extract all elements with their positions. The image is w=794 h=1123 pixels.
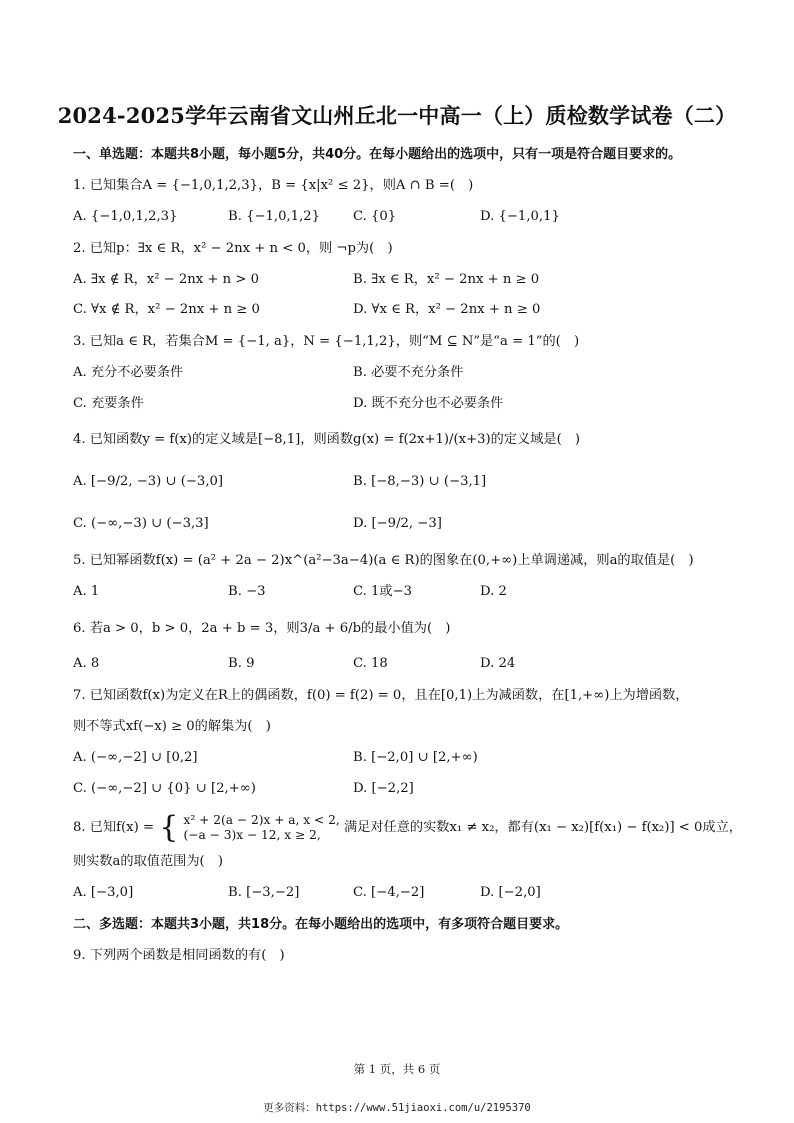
question-8-option-b[interactable]: B. [−3,−2] (228, 885, 300, 900)
question-8-prefix: 8. 已知f(x) = (73, 820, 154, 835)
question-6-option-d[interactable]: D. 24 (480, 656, 516, 671)
source-link[interactable]: 更多资料：https://www.51jiaoxi.com/u/2195370 (263, 1102, 531, 1114)
question-4-option-c[interactable]: C. (−∞,−3) ∪ (−3,3] (73, 516, 209, 531)
exam-title: 2024-2025学年云南省文山州丘北一中高一（上）质检数学试卷（二） (57, 103, 737, 128)
question-3-option-a[interactable]: A. 充分不必要条件 (73, 365, 184, 380)
piece-1: x² + 2(a − 2)x + a, x < 2, (183, 813, 340, 827)
question-5-stem: 5. 已知幂函数f(x) = (a² + 2a − 2)x^(a²−3a−4)(a ∈ R)的图象在(0,+∞)上单调递减，则a的取值是( ) (73, 553, 694, 568)
question-7-option-d[interactable]: D. [−2,2] (353, 781, 414, 796)
question-2-option-a[interactable]: A. ∃x ∉ R，x² − 2nx + n > 0 (73, 272, 259, 287)
question-8-stem-continued: 则实数a的取值范围为( ) (73, 854, 224, 869)
question-6-option-c[interactable]: C. 18 (353, 656, 388, 671)
piece-2: (−a − 3)x − 12, x ≥ 2, (183, 828, 321, 842)
question-7-stem: 7. 已知函数f(x)为定义在R上的偶函数，f(0) = f(2) = 0，且在[0,1)上为减函数，在[1,+∞)上为增函数， (73, 688, 689, 703)
question-5-option-b[interactable]: B. −3 (228, 584, 266, 599)
piecewise-function (184, 813, 340, 843)
question-8-option-a[interactable]: A. [−3,0] (73, 885, 134, 900)
question-5-option-c[interactable]: C. 1或−3 (353, 584, 413, 599)
question-2-option-c[interactable]: C. ∀x ∉ R，x² − 2nx + n ≥ 0 (73, 302, 260, 317)
question-1-stem: 1. 已知集合A = {−1,0,1,2,3}，B = {x|x² ≤ 2}，则A ∩ B =( ) (73, 178, 474, 193)
question-1-option-c[interactable]: C. {0} (353, 209, 397, 224)
piecewise-brace: { (159, 810, 179, 845)
question-2-option-d[interactable]: D. ∀x ∈ R，x² − 2nx + n ≥ 0 (353, 302, 541, 317)
question-4-option-d[interactable]: D. [−9/2, −3] (353, 516, 442, 531)
question-7-option-a[interactable]: A. (−∞,−2] ∪ [0,2] (73, 750, 198, 765)
question-7-option-c[interactable]: C. (−∞,−2] ∪ {0} ∪ [2,+∞) (73, 781, 256, 796)
section-single-choice: 一、单选题：本题共8小题，每小题5分，共40分。在每小题给出的选项中，只有一项是符合题目要求的。 (73, 147, 682, 162)
question-1-option-a[interactable]: A. {−1,0,1,2,3} (73, 209, 178, 224)
question-3-option-d[interactable]: D. 既不充分也不必要条件 (353, 396, 504, 411)
question-3-stem: 3. 已知a ∈ R，若集合M = {−1, a}，N = {−1,1,2}，则“M ⊆ N”是“a = 1”的( ) (73, 334, 580, 349)
question-7-stem-continued: 则不等式xf(−x) ≥ 0的解集为( ) (73, 719, 271, 734)
question-5-option-d[interactable]: D. 2 (480, 584, 507, 599)
question-1-option-b[interactable]: B. {−1,0,1,2} (228, 209, 321, 224)
question-2-option-b[interactable]: B. ∃x ∈ R，x² − 2nx + n ≥ 0 (353, 272, 540, 287)
question-6-option-b[interactable]: B. 9 (228, 656, 255, 671)
question-9-stem: 9. 下列两个函数是相同函数的有( ) (73, 948, 285, 963)
question-8-option-c[interactable]: C. [−4,−2] (353, 885, 425, 900)
question-3-option-c[interactable]: C. 充要条件 (73, 396, 144, 411)
question-6-option-a[interactable]: A. 8 (73, 656, 100, 671)
question-8-option-d[interactable]: D. [−2,0] (480, 885, 541, 900)
question-4-stem: 4. 已知函数y = f(x)的定义域是[−8,1]，则函数g(x) = f(2x+1)/(x+3)的定义域是( ) (73, 432, 581, 447)
question-2-stem: 2. 已知p：∃x ∈ R，x² − 2nx + n < 0，则 ¬p为( ) (73, 241, 393, 256)
question-6-stem: 6. 若a > 0，b > 0，2a + b = 3，则3/a + 6/b的最小值为( ) (73, 621, 451, 636)
question-3-option-b[interactable]: B. 必要不充分条件 (353, 365, 464, 380)
section-multiple-choice: 二、多选题：本题共3小题，共18分。在每小题给出的选项中，有多项符合题目要求。 (73, 917, 569, 932)
question-5-option-a[interactable]: A. 1 (73, 584, 100, 599)
question-4-option-b[interactable]: B. [−8,−3) ∪ (−3,1] (353, 474, 487, 489)
question-7-option-b[interactable]: B. [−2,0] ∪ [2,+∞) (353, 750, 478, 765)
question-8-suffix: 满足对任意的实数x₁ ≠ x₂，都有(x₁ − x₂)[f(x₁) − f(x₂)] < 0成立， (343, 820, 742, 835)
question-4-option-a[interactable]: A. [−9/2, −3) ∪ (−3,0] (73, 474, 224, 489)
question-8-stem (73, 810, 742, 845)
page-footer: 第 1 页，共 6 页 (353, 1062, 441, 1076)
question-1-option-d[interactable]: D. {−1,0,1} (480, 209, 560, 224)
